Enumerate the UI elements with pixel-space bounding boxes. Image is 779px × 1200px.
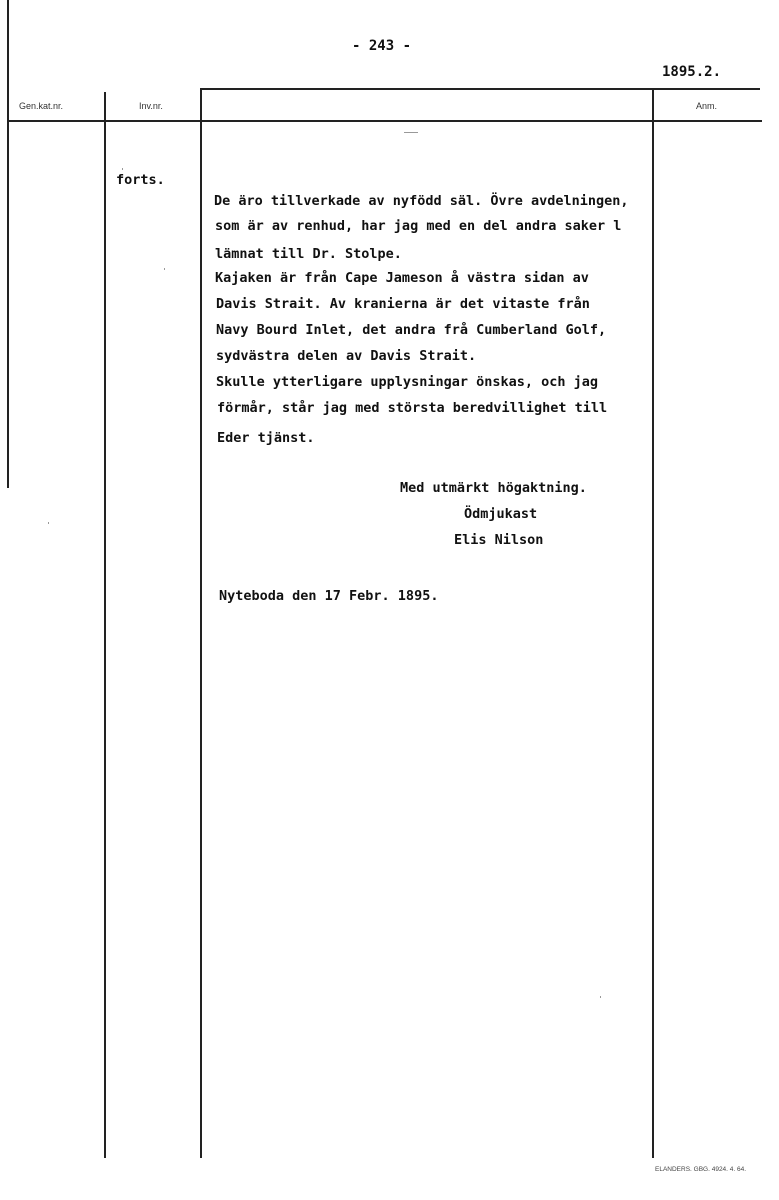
place-and-date: Nyteboda den 17 Febr. 1895. [219, 588, 439, 604]
scan-speck [122, 168, 123, 170]
binding-margin-line [7, 0, 9, 488]
closing-salutation: Med utmärkt högaktning. [400, 480, 587, 496]
column-header-inv-nr: Inv.nr. [139, 101, 163, 111]
scan-speck [600, 996, 601, 998]
printer-mark: ELANDERS. GBG. 4924. 4. 64. [655, 1166, 747, 1173]
letter-line: Navy Bourd Inlet, det andra frå Cumberland Golf, [216, 322, 607, 338]
divider-text-anm [652, 88, 654, 1158]
letter-line: Kajaken är från Cape Jameson å västra sidan av [215, 270, 589, 286]
header-top-rule [200, 88, 760, 90]
page-number: - 243 - [352, 38, 412, 54]
scan-speck [164, 268, 165, 270]
divider-gen-inv [104, 92, 106, 1158]
divider-inv-text [200, 88, 202, 1158]
letter-line: som är av renhud, har jag med en del andra saker l [215, 218, 622, 234]
letter-line: Skulle ytterligare upplysningar önskas, och jag [216, 374, 599, 390]
header-bottom-rule [7, 120, 762, 122]
letter-line: Eder tjänst. [217, 430, 315, 446]
signature: Elis Nilson [454, 532, 544, 548]
letter-line: De äro tillverkade av nyfödd säl. Övre avdelningen, [214, 193, 629, 209]
scan-speck [48, 522, 49, 524]
letter-line: lämnat till Dr. Stolpe. [215, 246, 402, 262]
column-header-anm: Anm. [696, 101, 718, 111]
document-reference: 1895.2. [662, 64, 722, 80]
column-header-gen-kat-nr: Gen.kat.nr. [19, 101, 64, 111]
closing-humbly: Ödmjukast [464, 506, 538, 522]
letter-line: sydvästra delen av Davis Strait. [216, 348, 477, 364]
letter-line: förmår, står jag med största beredvillighet till [217, 400, 608, 416]
letter-line: Davis Strait. Av kranierna är det vitaste från [216, 296, 590, 312]
continued-marker: forts. [116, 172, 165, 188]
scan-speck [404, 132, 418, 133]
